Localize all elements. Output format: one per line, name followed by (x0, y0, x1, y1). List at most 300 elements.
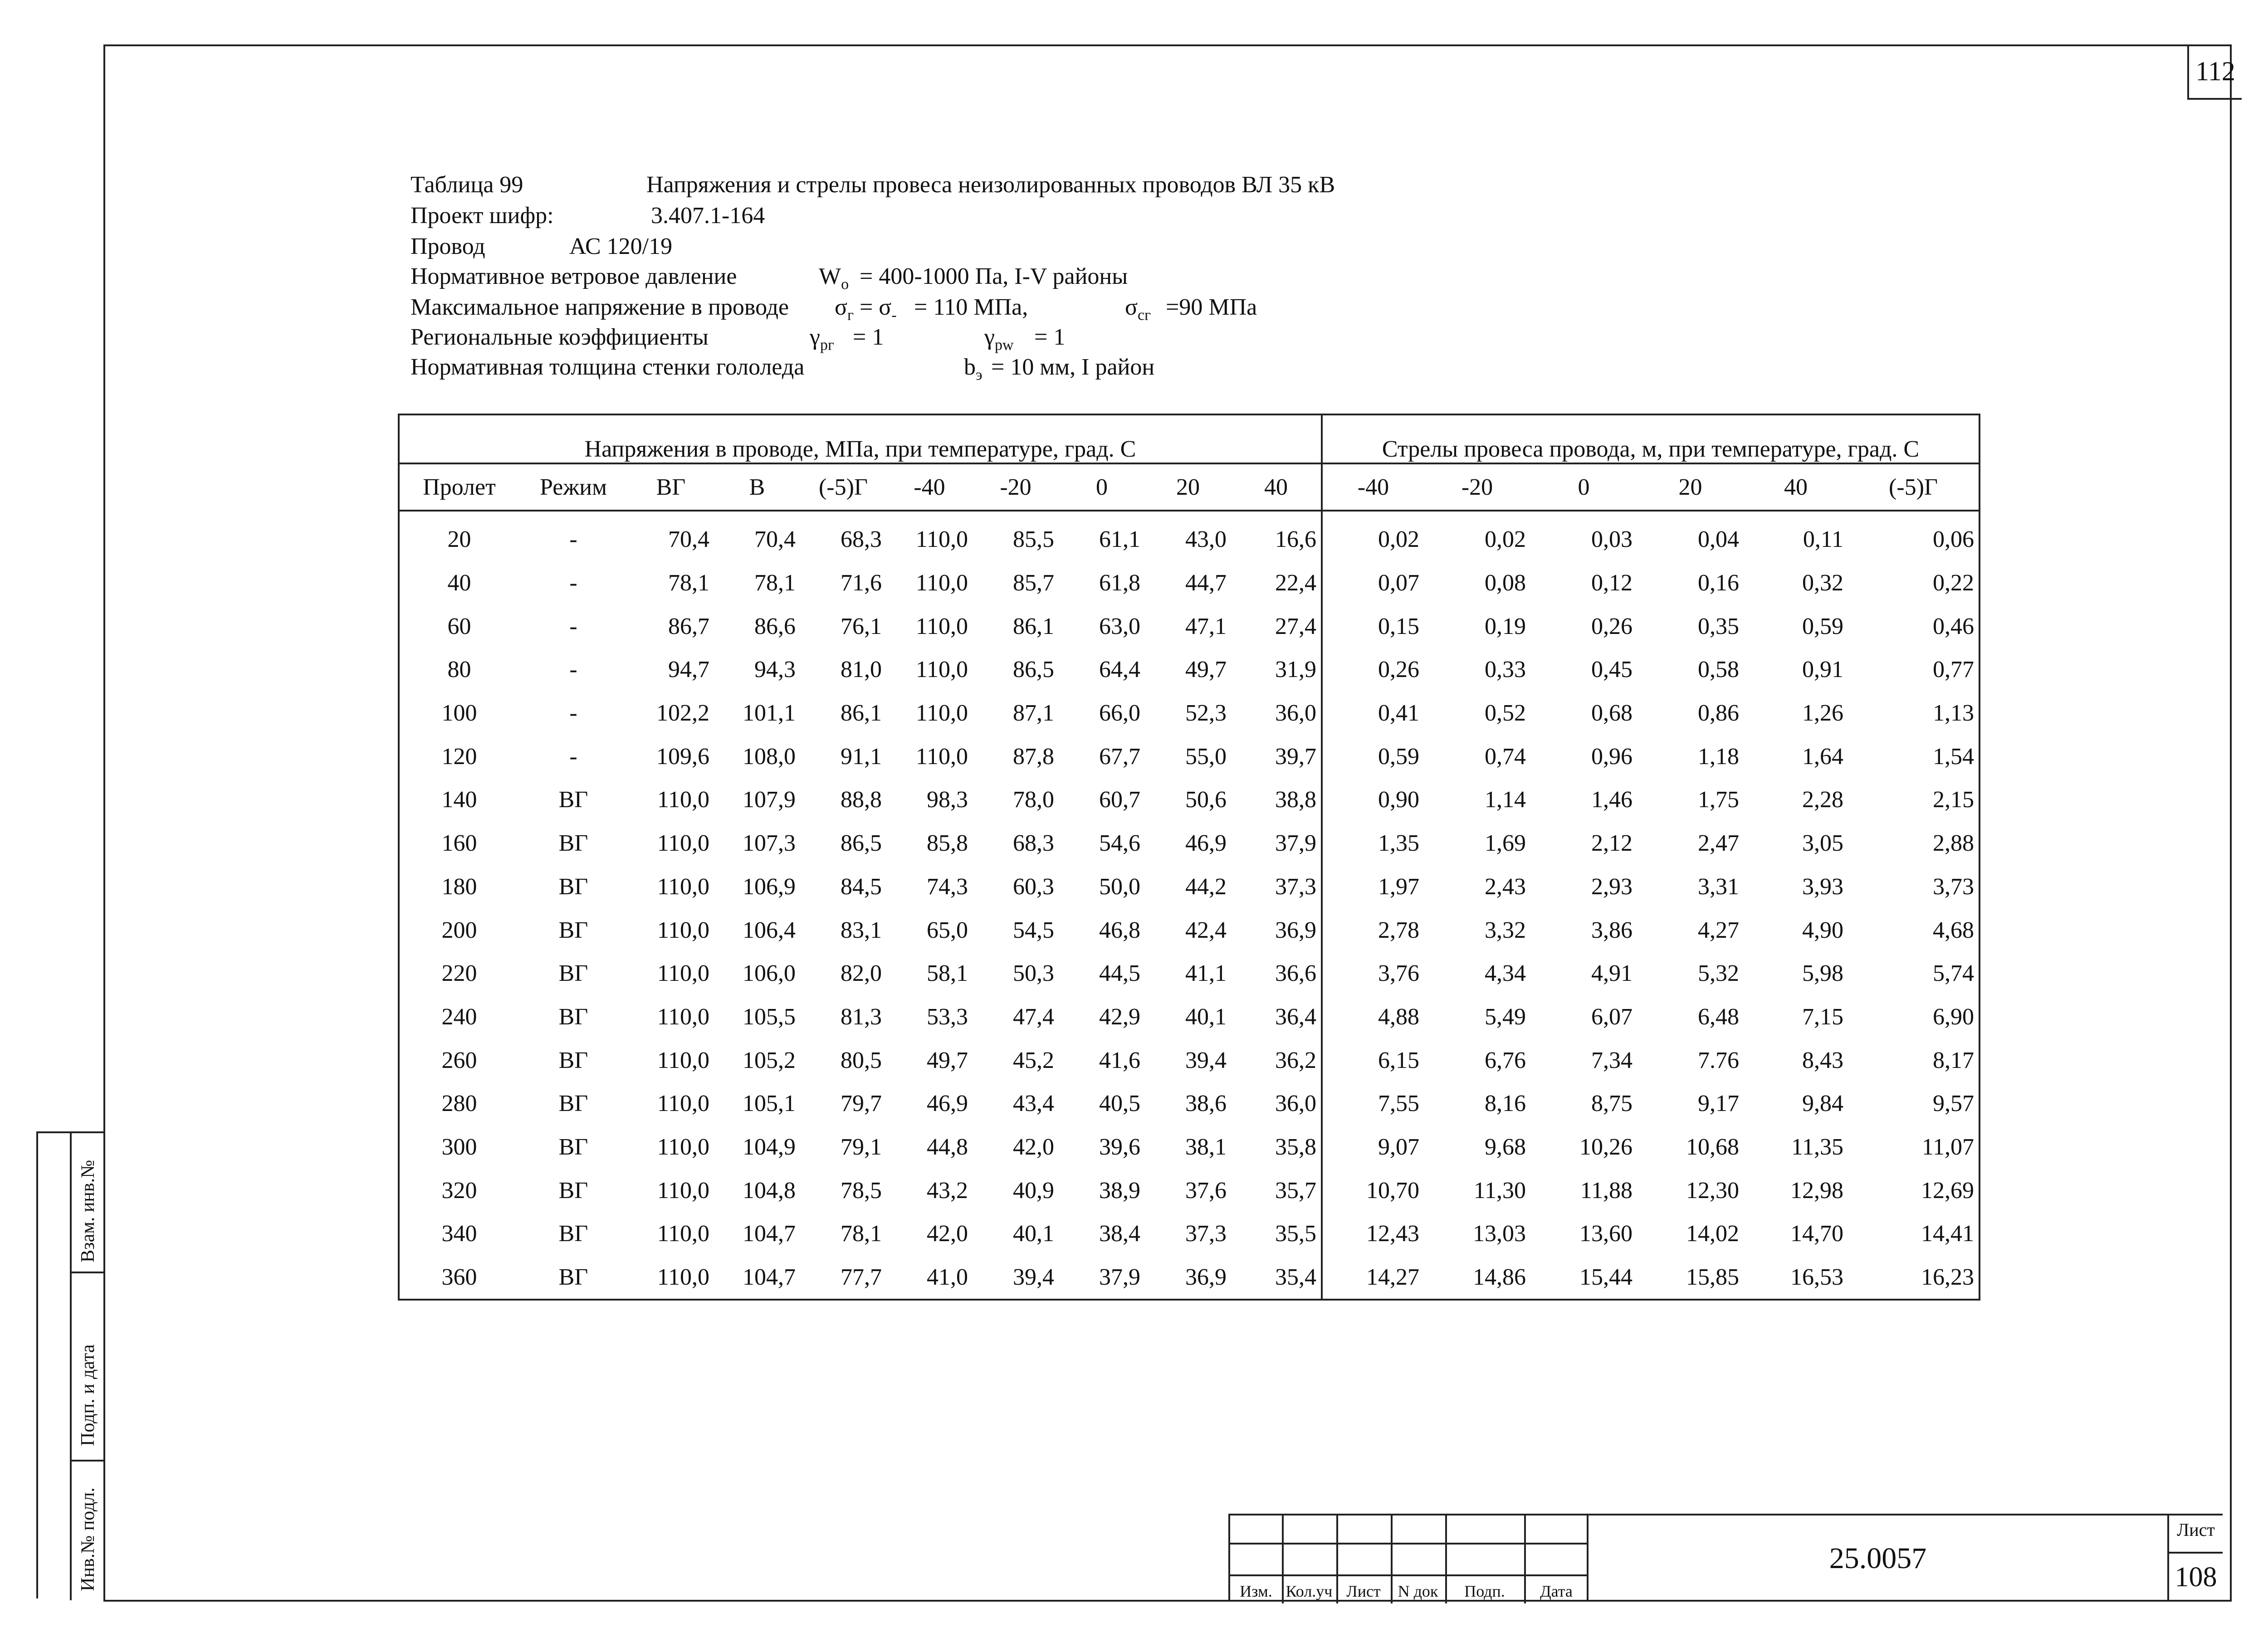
table-cell: 110,0 (657, 830, 709, 857)
table-cell: 38,6 (1185, 1091, 1227, 1117)
table-cell: 40,5 (1099, 1091, 1140, 1117)
table-cell: 44,5 (1099, 960, 1140, 987)
table-cell: 11,88 (1580, 1177, 1633, 1203)
table-cell: 110,0 (657, 1047, 709, 1073)
table-cell: 2,15 (1933, 787, 1974, 813)
table-cell: 180 (441, 873, 477, 900)
table-cell: 0,16 (1698, 570, 1739, 596)
table-cell: 82,0 (841, 960, 882, 987)
stress-label: Максимальное напряжение в проводе (411, 294, 789, 320)
table-cell: 39,4 (1185, 1047, 1227, 1073)
table-cell: 110,0 (657, 1177, 709, 1203)
stress-sag-table (398, 414, 1980, 1301)
table-cell: 71,6 (841, 570, 882, 596)
table-row (399, 604, 1980, 648)
wind-symbol: $W_o$ (819, 263, 849, 293)
table-cell: 61,8 (1099, 570, 1140, 596)
table-cell: 13,03 (1473, 1221, 1526, 1247)
table-cell: 37,6 (1185, 1177, 1227, 1203)
table-cell: 38,4 (1099, 1221, 1140, 1247)
table-cell: 0,02 (1378, 526, 1419, 553)
column-header: -20 (973, 463, 1059, 511)
table-cell: 68,3 (1013, 830, 1054, 857)
side-label-replace: Взам. инв.№ (78, 1160, 98, 1262)
table-cell: 0,59 (1378, 743, 1419, 770)
coef-value-1: = 1 (853, 324, 884, 350)
table-cell: 20 (447, 526, 471, 553)
table-cell: 42,0 (927, 1221, 968, 1247)
table-cell: 12,98 (1790, 1177, 1843, 1203)
table-cell: 49,7 (1185, 657, 1227, 683)
table-cell: 64,4 (1099, 657, 1140, 683)
ice-symbol: $b_э$ (964, 354, 982, 384)
table-cell: 4,34 (1485, 960, 1526, 987)
table-row (399, 1256, 1980, 1300)
table-cell: 38,1 (1185, 1134, 1227, 1160)
table-cell: 107,9 (743, 787, 796, 813)
table-cell: 110,0 (657, 1004, 709, 1030)
table-cell: 87,8 (1013, 743, 1054, 770)
table-cell: 9,84 (1802, 1091, 1843, 1117)
caption-podp: Подп. (1464, 1582, 1505, 1600)
table-cell: 102,2 (656, 700, 709, 726)
table-cell: 36,9 (1185, 1264, 1227, 1291)
table-cell: 43,2 (927, 1177, 968, 1203)
stress-symbol: $\sigma_г = \sigma_-$ (835, 294, 897, 324)
column-header: 0 (1059, 463, 1145, 511)
table-cell: 8,17 (1933, 1047, 1974, 1073)
table-cell: 9,68 (1485, 1134, 1526, 1160)
table-cell: 84,5 (841, 873, 882, 900)
table-cell: 36,0 (1231, 692, 1322, 735)
table-cell: 11,07 (1921, 1134, 1974, 1160)
table-cell: ВГ (558, 787, 588, 813)
table-cell: 110,0 (915, 743, 968, 770)
document-code: 25.0057 (1587, 1514, 2167, 1602)
table-cell: 55,0 (1185, 743, 1227, 770)
table-cell: 86,1 (1013, 613, 1054, 639)
column-header: 0 (1530, 463, 1637, 511)
table-cell: 46,8 (1099, 917, 1140, 943)
table-row (399, 1038, 1980, 1082)
table-cell: 104,9 (743, 1134, 796, 1160)
table-cell: 0,19 (1485, 613, 1526, 639)
table-cell: 80,5 (841, 1047, 882, 1073)
table-row (399, 735, 1980, 778)
table-cell: 2,12 (1591, 830, 1633, 857)
table-cell: 104,7 (743, 1264, 796, 1291)
table-cell: 40,1 (1013, 1221, 1054, 1247)
table-cell: 74,3 (927, 873, 968, 900)
table-cell: 4,88 (1378, 1004, 1419, 1030)
table-cell: 1,14 (1485, 787, 1526, 813)
table-cell: 260 (441, 1047, 477, 1073)
table-cell: 36,2 (1231, 1038, 1322, 1082)
coef-symbol-1: $\gamma_{рг}$ (810, 324, 834, 354)
table-cell: 110,0 (915, 613, 968, 639)
table-cell: 85,5 (1013, 526, 1054, 553)
table-body (399, 511, 1980, 1300)
table-cell: 0,58 (1698, 657, 1739, 683)
table-cell: 63,0 (1099, 613, 1140, 639)
sheet-caption: Лист (2177, 1520, 2215, 1540)
table-cell: 43,0 (1185, 526, 1227, 553)
table-cell: 101,1 (743, 700, 796, 726)
table-cell: 3,31 (1698, 873, 1739, 900)
table-cell: 0,59 (1802, 613, 1843, 639)
table-cell: 85,7 (1013, 570, 1054, 596)
table-cell: 240 (441, 1004, 477, 1030)
table-cell: 39,6 (1099, 1134, 1140, 1160)
table-cell: 31,9 (1231, 648, 1322, 692)
table-cell: 106,0 (743, 960, 796, 987)
column-header: -20 (1424, 463, 1530, 511)
coef-label: Региональные коэффициенты (411, 324, 709, 350)
table-cell: 0,96 (1591, 743, 1633, 770)
table-cell: 104,7 (743, 1221, 796, 1247)
table-cell: 120 (441, 743, 477, 770)
table-cell: 37,3 (1185, 1221, 1227, 1247)
table-cell: 12,69 (1921, 1177, 1974, 1203)
table-cell: 14,41 (1921, 1221, 1974, 1247)
table-cell: ВГ (558, 1177, 588, 1203)
table-cell: 0,90 (1378, 787, 1419, 813)
table-cell: 53,3 (927, 1004, 968, 1030)
table-cell: 1,54 (1933, 743, 1974, 770)
table-cell: 60,7 (1099, 787, 1140, 813)
table-title: Напряжения и стрелы провеса неизолированных проводов ВЛ 35 кВ (646, 172, 1335, 198)
table-cell: 86,5 (841, 830, 882, 857)
column-header: (-5)Г (800, 463, 886, 511)
table-cell: 0,41 (1378, 700, 1419, 726)
table-cell: 110,0 (657, 873, 709, 900)
table-cell: 54,5 (1013, 917, 1054, 943)
table-cell: 160 (441, 830, 477, 857)
wind-label: Нормативное ветровое давление (411, 263, 737, 289)
side-label-sign-date: Подп. и дата (78, 1344, 98, 1446)
table-cell: 0,02 (1485, 526, 1526, 553)
table-cell: 0,68 (1591, 700, 1633, 726)
table-cell: 39,7 (1231, 735, 1322, 778)
table-cell: ВГ (558, 1134, 588, 1160)
table-cell: 0,26 (1378, 657, 1419, 683)
table-row (399, 648, 1980, 692)
table-cell: 11,35 (1791, 1134, 1843, 1160)
table-cell: 0,11 (1803, 526, 1843, 553)
table-cell: 47,1 (1185, 613, 1227, 639)
table-cell: 42,9 (1099, 1004, 1140, 1030)
table-cell: 0,33 (1485, 657, 1526, 683)
table-cell: 86,5 (1013, 657, 1054, 683)
table-cell: 107,3 (743, 830, 796, 857)
table-cell: 67,7 (1099, 743, 1140, 770)
table-cell: 16,53 (1790, 1264, 1843, 1291)
table-row (399, 952, 1980, 995)
table-cell: 1,26 (1802, 700, 1843, 726)
table-cell: 110,0 (915, 700, 968, 726)
table-cell: 1,75 (1698, 787, 1739, 813)
table-cell: 2,78 (1378, 917, 1419, 943)
wire-value: АС 120/19 (569, 234, 673, 259)
table-cell: 77,7 (841, 1264, 882, 1291)
table-cell: 110,0 (915, 657, 968, 683)
table-cell: 7.76 (1698, 1047, 1739, 1073)
column-header: 20 (1145, 463, 1231, 511)
table-cell: 41,0 (927, 1264, 968, 1291)
table-cell: 4,68 (1933, 917, 1974, 943)
table-cell: 3,93 (1802, 873, 1843, 900)
table-cell: 50,3 (1013, 960, 1054, 987)
table-cell: 10,26 (1579, 1134, 1633, 1160)
table-cell: 1,97 (1378, 873, 1419, 900)
column-header: 20 (1637, 463, 1744, 511)
table-cell: 40,9 (1013, 1177, 1054, 1203)
table-cell: 4,90 (1802, 917, 1843, 943)
caption-data: Дата (1540, 1582, 1573, 1600)
table-cell: 300 (441, 1134, 477, 1160)
table-cell: 6,07 (1591, 1004, 1633, 1030)
table-cell: 0,35 (1698, 613, 1739, 639)
ice-value: = 10 мм, I район (991, 354, 1155, 380)
table-cell: 8,16 (1485, 1091, 1526, 1117)
table-cell: 9,07 (1378, 1134, 1419, 1160)
table-cell: 38,8 (1231, 778, 1322, 822)
table-cell: - (569, 526, 577, 553)
table-cell: ВГ (558, 917, 588, 943)
table-cell: 15,44 (1579, 1264, 1633, 1291)
revision-grid (1228, 1514, 1587, 1602)
table-cell: 0,77 (1933, 657, 1974, 683)
table-cell: 86,1 (841, 700, 882, 726)
table-row (399, 1126, 1980, 1169)
table-cell: 6,90 (1933, 1004, 1974, 1030)
table-cell: ВГ (558, 1264, 588, 1291)
table-cell: 88,8 (841, 787, 882, 813)
table-cell: 109,6 (656, 743, 709, 770)
table-cell: 12,43 (1366, 1221, 1419, 1247)
table-cell: 7,55 (1378, 1091, 1419, 1117)
table-cell: 0,04 (1698, 526, 1739, 553)
table-cell: 78,0 (1013, 787, 1054, 813)
table-cell: 35,7 (1231, 1169, 1322, 1212)
table-cell: 37,9 (1231, 822, 1322, 865)
table-cell: 91,1 (841, 743, 882, 770)
table-cell: 37,9 (1099, 1264, 1140, 1291)
table-cell: 106,9 (743, 873, 796, 900)
table-cell: 110,0 (657, 917, 709, 943)
table-cell: 22,4 (1231, 561, 1322, 605)
table-cell: 60 (447, 613, 471, 639)
table-cell: 2,88 (1933, 830, 1974, 857)
table-cell: - (569, 570, 577, 596)
table-row (399, 865, 1980, 909)
table-cell: 94,3 (754, 657, 796, 683)
table-label: Таблица 99 (411, 172, 523, 198)
table-cell: 86,7 (668, 613, 709, 639)
table-cell: 5,98 (1802, 960, 1843, 987)
table-cell: 0,15 (1378, 613, 1419, 639)
table-cell: 110,0 (657, 1091, 709, 1117)
ice-label: Нормативная толщина стенки гололеда (411, 354, 805, 380)
table-cell: 220 (441, 960, 477, 987)
table-cell: 0,08 (1485, 570, 1526, 596)
table-cell: 2,93 (1591, 873, 1633, 900)
table-cell: 1,35 (1378, 830, 1419, 857)
table-cell: 110,0 (915, 570, 968, 596)
table-cell: - (569, 613, 577, 639)
wind-value: = 400-1000 Па, I-V районы (860, 263, 1128, 289)
table-row (399, 1169, 1980, 1212)
table-cell: 5,49 (1485, 1004, 1526, 1030)
table-cell: - (569, 657, 577, 683)
table-cell: 4,91 (1591, 960, 1633, 987)
side-stamp-strip (36, 1131, 103, 1598)
table-cell: 66,0 (1099, 700, 1140, 726)
table-cell: 60,3 (1013, 873, 1054, 900)
table-row (399, 1082, 1980, 1126)
table-cell: 4,27 (1698, 917, 1739, 943)
column-header: (-5)Г (1848, 463, 1980, 511)
table-cell: 70,4 (754, 526, 796, 553)
table-cell: 65,0 (927, 917, 968, 943)
table-cell: 85,8 (927, 830, 968, 857)
table-cell: 43,4 (1013, 1091, 1054, 1117)
table-cell: 110,0 (657, 1134, 709, 1160)
table-cell: 83,1 (841, 917, 882, 943)
table-cell: 105,1 (743, 1091, 796, 1117)
table-cell: 7,34 (1591, 1047, 1633, 1073)
table-cell: 0,45 (1591, 657, 1633, 683)
table-cell: 78,5 (841, 1177, 882, 1203)
table-cell: 80 (447, 657, 471, 683)
table-cell: 0,32 (1802, 570, 1843, 596)
table-cell: 42,4 (1185, 917, 1227, 943)
table-cell: 10,70 (1366, 1177, 1419, 1203)
stress-symbol-2: $\sigma_{сг}$ (1125, 294, 1151, 324)
table-cell: 44,2 (1185, 873, 1227, 900)
caption-n-dok: N док (1398, 1582, 1438, 1600)
table-cell: ВГ (558, 1004, 588, 1030)
table-cell: 100 (441, 700, 477, 726)
table-cell: 14,02 (1686, 1221, 1739, 1247)
table-cell: 8,75 (1591, 1091, 1633, 1117)
table-row (399, 561, 1980, 605)
table-cell: 7,15 (1802, 1004, 1843, 1030)
table-cell: 110,0 (657, 960, 709, 987)
table-cell: 0,12 (1591, 570, 1633, 596)
table-cell: ВГ (558, 873, 588, 900)
table-cell: ВГ (558, 960, 588, 987)
table-cell: 38,9 (1099, 1177, 1140, 1203)
table-cell: 47,4 (1013, 1004, 1054, 1030)
table-cell: 61,1 (1099, 526, 1140, 553)
table-cell: 68,3 (841, 526, 882, 553)
table-cell: - (569, 743, 577, 770)
table-cell: 110,0 (915, 526, 968, 553)
table-cell: 280 (441, 1091, 477, 1117)
table-row (399, 908, 1980, 952)
table-cell: 36,6 (1231, 952, 1322, 995)
table-cell: 16,6 (1231, 511, 1322, 561)
column-header: Пролет (399, 463, 519, 511)
column-header: 40 (1744, 463, 1848, 511)
table-cell: 140 (441, 787, 477, 813)
table-cell: 54,6 (1099, 830, 1140, 857)
table-cell: 50,0 (1099, 873, 1140, 900)
table-cell: 12,30 (1686, 1177, 1739, 1203)
table-cell: 35,5 (1231, 1212, 1322, 1256)
table-cell: 45,2 (1013, 1047, 1054, 1073)
table-cell: 41,6 (1099, 1047, 1140, 1073)
table-cell: 6,48 (1698, 1004, 1739, 1030)
table-cell: 9,57 (1933, 1091, 1974, 1117)
table-cell: 320 (441, 1177, 477, 1203)
wire-label: Провод (411, 234, 485, 259)
table-cell: 5,74 (1933, 960, 1974, 987)
table-row (399, 778, 1980, 822)
table-cell: 3,05 (1802, 830, 1843, 857)
table-cell: 1,64 (1802, 743, 1843, 770)
table-cell: 37,3 (1231, 865, 1322, 909)
table-cell: 104,8 (743, 1177, 796, 1203)
table-cell: 200 (441, 917, 477, 943)
side-label-inv: Инв.№ подл. (78, 1487, 98, 1591)
table-cell: 0,03 (1591, 526, 1633, 553)
table-cell: - (569, 700, 577, 726)
table-cell: 39,4 (1013, 1264, 1054, 1291)
table-cell: 40 (447, 570, 471, 596)
caption-izm: Изм. (1240, 1582, 1272, 1600)
sheet-number: 108 (2169, 1552, 2223, 1602)
table-cell: 78,1 (754, 570, 796, 596)
table-cell: 2,43 (1485, 873, 1526, 900)
table-cell: 79,7 (841, 1091, 882, 1117)
table-row (399, 822, 1980, 865)
table-cell: 76,1 (841, 613, 882, 639)
table-cell: 40,1 (1185, 1004, 1227, 1030)
table-cell: 98,3 (927, 787, 968, 813)
table-cell: ВГ (558, 1047, 588, 1073)
table-cell: 0,22 (1933, 570, 1974, 596)
table-cell: 105,5 (743, 1004, 796, 1030)
caption-kol-uch: Кол.уч (1286, 1582, 1333, 1600)
table-cell: 70,4 (668, 526, 709, 553)
table-cell: 0,86 (1698, 700, 1739, 726)
table-cell: 0,26 (1591, 613, 1633, 639)
table-cell: 41,1 (1185, 960, 1227, 987)
coef-value-2: = 1 (1034, 324, 1066, 350)
table-cell: 86,6 (754, 613, 796, 639)
table-row (399, 1212, 1980, 1256)
table-cell: 0,74 (1485, 743, 1526, 770)
table-cell: 81,3 (841, 1004, 882, 1030)
table-cell: 14,70 (1790, 1221, 1843, 1247)
table-cell: 11,30 (1473, 1177, 1526, 1203)
table-cell: 105,2 (743, 1047, 796, 1073)
table-cell: 87,1 (1013, 700, 1054, 726)
table-cell: 108,0 (743, 743, 796, 770)
table-cell: 0,52 (1485, 700, 1526, 726)
table-row (399, 692, 1980, 735)
table-row (399, 995, 1980, 1039)
table-cell: 6,15 (1378, 1047, 1419, 1073)
table-cell: 1,46 (1591, 787, 1633, 813)
table-cell: 2,47 (1698, 830, 1739, 857)
table-cell: 78,1 (668, 570, 709, 596)
table-cell: 9,17 (1698, 1091, 1739, 1117)
table-cell: 110,0 (657, 1264, 709, 1291)
table-cell: 3,86 (1591, 917, 1633, 943)
